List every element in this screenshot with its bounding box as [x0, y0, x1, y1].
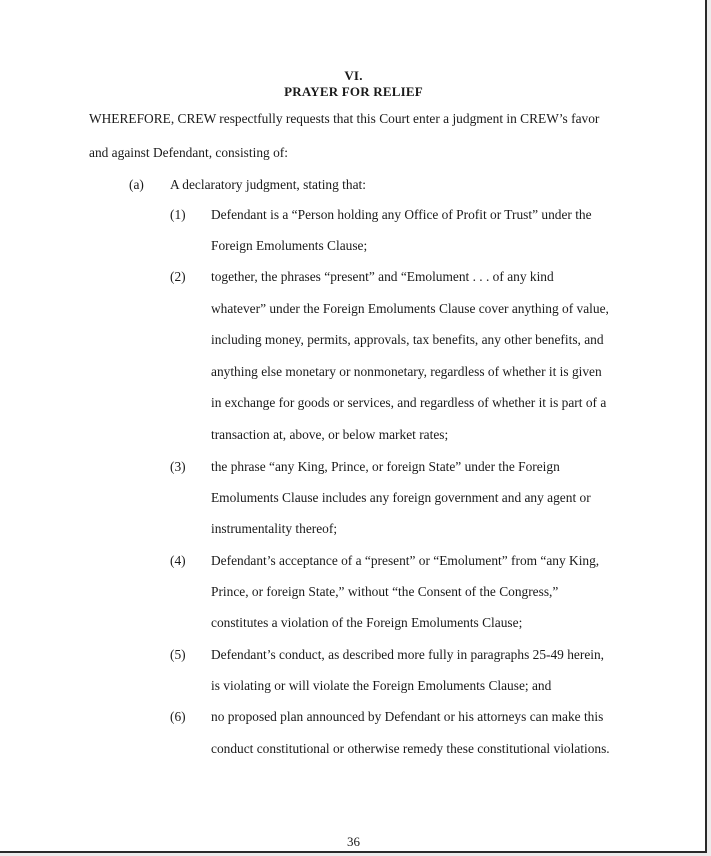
item-line: together, the phrases “present” and “Emolument . . . of any kind [211, 269, 554, 284]
intro-line: WHEREFORE, CREW respectfully requests that this Court enter a judgment in CREW’s favor [89, 111, 600, 126]
item-line: Defendant’s conduct, as described more fully in paragraphs 25-49 herein, [211, 647, 605, 662]
page-number: 36 [347, 834, 360, 849]
item-line: whatever” under the Foreign Emoluments Clause cover anything of value, [211, 301, 609, 316]
item-line: Emoluments Clause includes any foreign government and any agent or [211, 490, 591, 505]
item-label: (4) [170, 553, 186, 568]
clause-a-label: (a) [129, 177, 144, 192]
item-label: (3) [170, 459, 186, 474]
item-line: Defendant is a “Person holding any Office of Profit or Trust” under the [211, 207, 592, 222]
item-line: no proposed plan announced by Defendant or his attorneys can make this [211, 709, 604, 724]
item-label: (1) [170, 207, 186, 222]
clause-a-text: A declaratory judgment, stating that: [170, 177, 366, 192]
item-line: anything else monetary or nonmonetary, regardless of whether it is given [211, 364, 602, 379]
section-title: PRAYER FOR RELIEF [284, 84, 423, 99]
item-label: (6) [170, 709, 186, 724]
item-line: Defendant’s acceptance of a “present” or “Emolument” from “any King, [211, 553, 600, 568]
item-line: in exchange for goods or services, and regardless of whether it is part of a [211, 395, 607, 410]
item-line: Foreign Emoluments Clause; [211, 238, 368, 253]
item-label: (2) [170, 269, 186, 284]
item-label: (5) [170, 647, 186, 662]
item-line: Prince, or foreign State,” without “the Consent of the Congress,” [211, 584, 559, 599]
item-line: constitutes a violation of the Foreign Emoluments Clause; [211, 615, 523, 630]
item-line: is violating or will violate the Foreign Emoluments Clause; and [211, 678, 552, 693]
item-line: the phrase “any King, Prince, or foreign State” under the Foreign [211, 459, 560, 474]
item-line: conduct constitutional or otherwise remedy these constitutional violations. [211, 741, 610, 756]
item-line: including money, permits, approvals, tax benefits, any other benefits, and [211, 332, 604, 347]
intro-line: and against Defendant, consisting of: [89, 145, 288, 160]
item-line: transaction at, above, or below market rates; [211, 427, 449, 442]
item-line: instrumentality thereof; [211, 521, 338, 536]
section-number: VI. [344, 68, 363, 83]
